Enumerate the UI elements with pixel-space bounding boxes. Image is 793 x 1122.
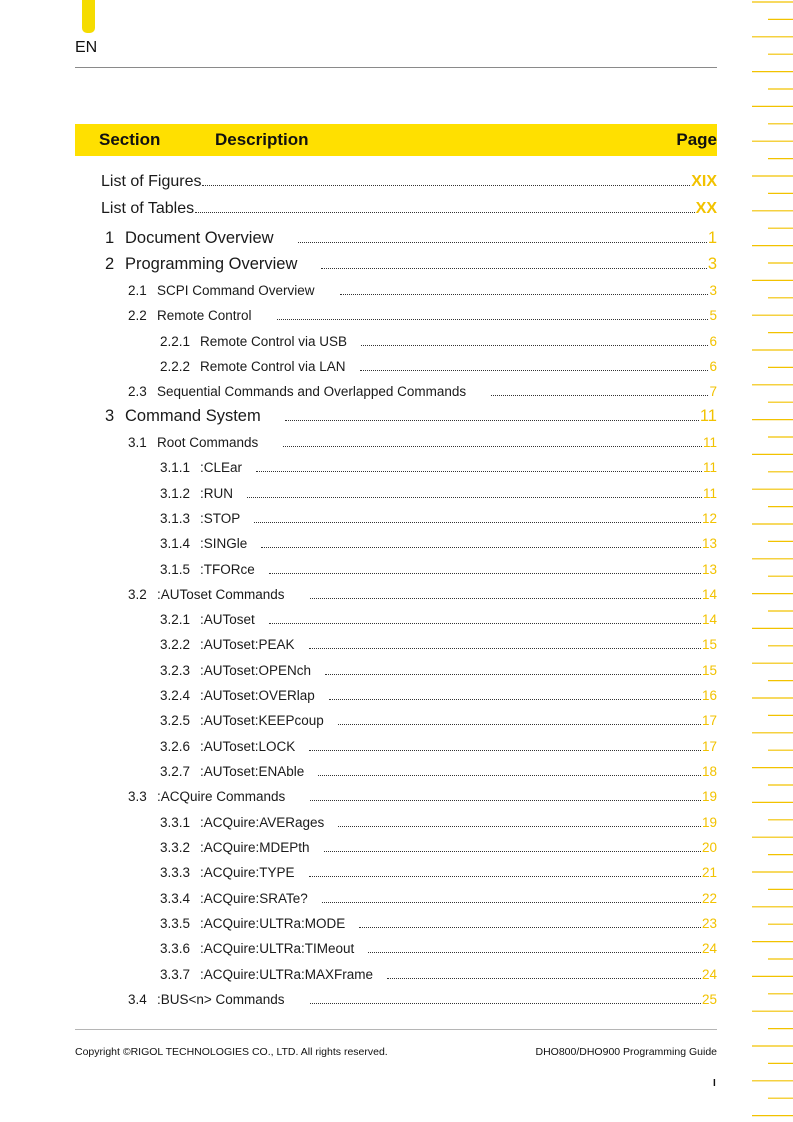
toc-entry-number: 3 <box>105 407 115 425</box>
toc-entry-page: 19 <box>701 815 717 830</box>
toc-entry-number: 3.3.7 <box>160 967 191 982</box>
footer-divider <box>75 1029 717 1030</box>
toc-entry[interactable] <box>160 460 717 477</box>
toc-entry-page: 21 <box>701 865 717 880</box>
toc-entry-title: List of Tables <box>101 200 195 217</box>
toc-entry-title: :ACQuire:AVERages <box>200 815 325 830</box>
toc-entry[interactable] <box>128 789 717 806</box>
toc-entry-number: 2.1 <box>128 283 147 298</box>
toc-dot-leader <box>269 573 701 574</box>
toc-entry-title: :STOP <box>200 511 241 526</box>
toc-entry-number: 2.2.1 <box>160 334 191 349</box>
toc-entry-title: :AUToset:LOCK <box>200 739 296 754</box>
toc-entry-number: 2 <box>105 255 115 273</box>
toc-entry-number: 2.2.2 <box>160 359 191 374</box>
toc-entry-title: :AUToset:PEAK <box>200 637 295 652</box>
toc-header-description: Description <box>215 130 309 149</box>
toc-entry-title: Command System <box>125 407 261 425</box>
toc-entry-title: :ACQuire:ULTRa:TIMeout <box>200 941 355 956</box>
toc-entry-number: 3.2.7 <box>160 764 191 779</box>
language-label: EN <box>75 39 98 56</box>
toc-dot-leader <box>338 826 701 827</box>
toc-entry-number: 3.2 <box>128 587 147 602</box>
toc-entry[interactable] <box>160 334 717 351</box>
toc-dot-leader <box>256 471 702 472</box>
toc-header-bar <box>75 124 717 156</box>
toc-entry-number: 3.3.3 <box>160 865 191 880</box>
toc-entry-title: :ACQuire:ULTRa:MODE <box>200 916 346 931</box>
toc-dot-leader <box>338 724 701 725</box>
toc-entry-page: 6 <box>709 359 717 374</box>
toc-entry-number: 2.2 <box>128 308 147 323</box>
toc-entry-page: 15 <box>701 637 717 652</box>
toc-entry-title: Sequential Commands and Overlapped Commands <box>157 384 467 399</box>
toc-dot-leader <box>359 927 701 928</box>
toc-entry-number: 3.1.2 <box>160 486 191 501</box>
toc-entry-number: 3.1.3 <box>160 511 191 526</box>
toc-entry[interactable] <box>160 815 717 832</box>
toc-header-section: Section <box>99 130 161 149</box>
toc-entry-page: 12 <box>701 511 717 526</box>
toc-entry-number: 3.4 <box>128 992 147 1007</box>
toc-entry-number: 3.2.6 <box>160 739 191 754</box>
toc-entry-title: :SINGle <box>200 536 248 551</box>
toc-dot-leader <box>309 750 701 751</box>
toc-entry-number: 3.1.1 <box>160 460 191 475</box>
toc-entry-title: :CLEar <box>200 460 243 475</box>
toc-entry-page: 20 <box>701 840 717 855</box>
toc-entry[interactable] <box>101 173 717 195</box>
toc-entry[interactable] <box>160 663 717 680</box>
toc-entry-page: 24 <box>701 967 717 982</box>
toc-entry[interactable] <box>160 916 717 933</box>
toc-entry[interactable] <box>105 229 717 251</box>
toc-entry[interactable] <box>160 637 717 654</box>
toc-entry-page: 19 <box>701 789 717 804</box>
toc-dot-leader <box>309 648 701 649</box>
toc-entry-page: XX <box>695 200 717 217</box>
toc-entry-number: 3.2.2 <box>160 637 191 652</box>
toc-entry[interactable] <box>160 840 717 857</box>
toc-entry-page: 3 <box>707 255 717 273</box>
toc-entry-number: 3.3.5 <box>160 916 191 931</box>
toc-dot-leader <box>387 978 701 979</box>
toc-entry-title: :ACQuire Commands <box>157 789 286 804</box>
toc-entry-number: 3.3.4 <box>160 891 191 906</box>
toc-entry-page: 5 <box>709 308 717 323</box>
toc-entry-page: 15 <box>701 663 717 678</box>
toc-entry-page: 3 <box>709 283 717 298</box>
footer-guide-title: DHO800/DHO900 Programming Guide <box>535 1046 717 1058</box>
toc-entry-title: :AUToset:ENAble <box>200 764 305 779</box>
toc-entry-title: :AUToset Commands <box>157 587 285 602</box>
toc-dot-leader <box>325 674 701 675</box>
toc-entry[interactable] <box>160 941 717 958</box>
toc-entry[interactable] <box>160 486 717 503</box>
toc-dot-leader <box>283 446 702 447</box>
toc-entry-page: 22 <box>701 891 717 906</box>
toc-entry[interactable] <box>160 562 717 579</box>
toc-entry-page: 25 <box>701 992 717 1007</box>
toc-dot-leader <box>202 185 690 186</box>
toc-entry-title: Remote Control via LAN <box>200 359 346 374</box>
toc-entry-page: 11 <box>702 486 717 501</box>
toc-dot-leader <box>298 242 707 243</box>
toc-entry-page: XIX <box>691 173 717 190</box>
toc-entry[interactable] <box>160 764 717 781</box>
toc-dot-leader <box>254 522 701 523</box>
toc-dot-leader <box>321 268 706 269</box>
toc-entry-number: 3.2.5 <box>160 713 191 728</box>
toc-entry-title: :AUToset:KEEPcoup <box>200 713 324 728</box>
toc-entry[interactable] <box>160 612 717 629</box>
toc-entry-title: :ACQuire:TYPE <box>200 865 295 880</box>
toc-entry[interactable] <box>160 865 717 882</box>
toc-entry-page: 14 <box>701 587 717 602</box>
toc-entry[interactable] <box>105 407 717 429</box>
toc-entry-number: 3.1 <box>128 435 147 450</box>
toc-entry[interactable] <box>128 283 717 300</box>
toc-entry[interactable] <box>160 967 717 984</box>
toc-entry-number: 2.3 <box>128 384 147 399</box>
toc-entry-page: 11 <box>699 407 717 425</box>
toc-entry-number: 1 <box>105 229 115 247</box>
footer-copyright: Copyright ©RIGOL TECHNOLOGIES CO., LTD. All rights reserved. <box>75 1046 388 1058</box>
toc-entry[interactable] <box>128 992 717 1009</box>
toc-dot-leader <box>368 952 701 953</box>
chapter-tab-marker <box>82 0 95 33</box>
toc-entry[interactable] <box>160 688 717 705</box>
toc-entry-title: Root Commands <box>157 435 259 450</box>
toc-dot-leader <box>195 212 695 213</box>
toc-entry-page: 18 <box>701 764 717 779</box>
toc-entry-title: SCPI Command Overview <box>157 283 315 298</box>
toc-entry[interactable] <box>128 308 717 325</box>
toc-entry-page: 1 <box>707 229 717 247</box>
toc-entry-title: :TFORce <box>200 562 255 577</box>
toc-entry[interactable] <box>160 511 717 528</box>
toc-entry-page: 24 <box>701 941 717 956</box>
toc-dot-leader <box>269 623 701 624</box>
toc-dot-leader <box>318 775 701 776</box>
toc-dot-leader <box>277 319 709 320</box>
toc-entry-page: 7 <box>709 384 717 399</box>
toc-entry-number: 3.1.4 <box>160 536 191 551</box>
toc-entry-title: Remote Control <box>157 308 252 323</box>
toc-dot-leader <box>310 800 701 801</box>
toc-entry-number: 3.3.1 <box>160 815 191 830</box>
toc-entry-title: :ACQuire:ULTRa:MAXFrame <box>200 967 374 982</box>
top-divider <box>75 67 717 68</box>
toc-dot-leader <box>329 699 701 700</box>
toc-entry-page: 17 <box>701 713 717 728</box>
toc-dot-leader <box>322 902 701 903</box>
page-number: I <box>713 1078 716 1089</box>
toc-entry-page: 6 <box>709 334 717 349</box>
toc-entry[interactable] <box>105 255 717 277</box>
toc-dot-leader <box>324 851 701 852</box>
toc-entry-title: Document Overview <box>125 229 274 247</box>
toc-entry[interactable] <box>101 200 717 222</box>
toc-entry-page: 17 <box>701 739 717 754</box>
toc-dot-leader <box>285 420 699 421</box>
toc-entry-page: 14 <box>701 612 717 627</box>
toc-entry-number: 3.2.3 <box>160 663 191 678</box>
toc-entry-page: 13 <box>701 562 717 577</box>
toc-dot-leader <box>340 294 709 295</box>
toc-entry-title: Programming Overview <box>125 255 298 273</box>
toc-entry-number: 3.3 <box>128 789 147 804</box>
toc-entry-page: 23 <box>701 916 717 931</box>
toc-entry[interactable] <box>128 435 717 452</box>
toc-entry[interactable] <box>160 359 717 376</box>
toc-entry-title: :ACQuire:MDEPth <box>200 840 310 855</box>
toc-entry-page: 11 <box>702 435 717 450</box>
toc-entry-page: 16 <box>701 688 717 703</box>
toc-entry-title: :AUToset:OVERlap <box>200 688 315 703</box>
toc-dot-leader <box>491 395 708 396</box>
toc-entry-number: 3.2.4 <box>160 688 191 703</box>
toc-entry[interactable] <box>160 713 717 730</box>
toc-entry-title: Remote Control via USB <box>200 334 348 349</box>
toc-entry[interactable] <box>128 384 717 401</box>
toc-header-page: Page <box>676 130 717 149</box>
toc-entry[interactable] <box>128 587 717 604</box>
toc-dot-leader <box>310 1003 701 1004</box>
toc-dot-leader <box>309 876 701 877</box>
toc-entry[interactable] <box>160 891 717 908</box>
toc-dot-leader <box>261 547 701 548</box>
toc-entry-title: :BUS<n> Commands <box>157 992 285 1007</box>
toc-entry-number: 3.3.2 <box>160 840 191 855</box>
toc-entry-title: :ACQuire:SRATe? <box>200 891 308 906</box>
toc-entry[interactable] <box>160 739 717 756</box>
toc-entry-number: 3.2.1 <box>160 612 191 627</box>
toc-entry-page: 11 <box>702 460 717 475</box>
toc-entry-title: :AUToset:OPENch <box>200 663 312 678</box>
toc-entry-title: :AUToset <box>200 612 255 627</box>
toc-entry-page: 13 <box>701 536 717 551</box>
toc-entry-number: 3.1.5 <box>160 562 191 577</box>
toc-dot-leader <box>247 497 702 498</box>
toc-dot-leader <box>361 345 708 346</box>
toc-entry-title: List of Figures <box>101 173 202 190</box>
toc-entry-number: 3.3.6 <box>160 941 191 956</box>
toc-dot-leader <box>360 370 709 371</box>
toc-dot-leader <box>310 598 701 599</box>
toc-entry-title: :RUN <box>200 486 233 501</box>
toc-entry[interactable] <box>160 536 717 553</box>
